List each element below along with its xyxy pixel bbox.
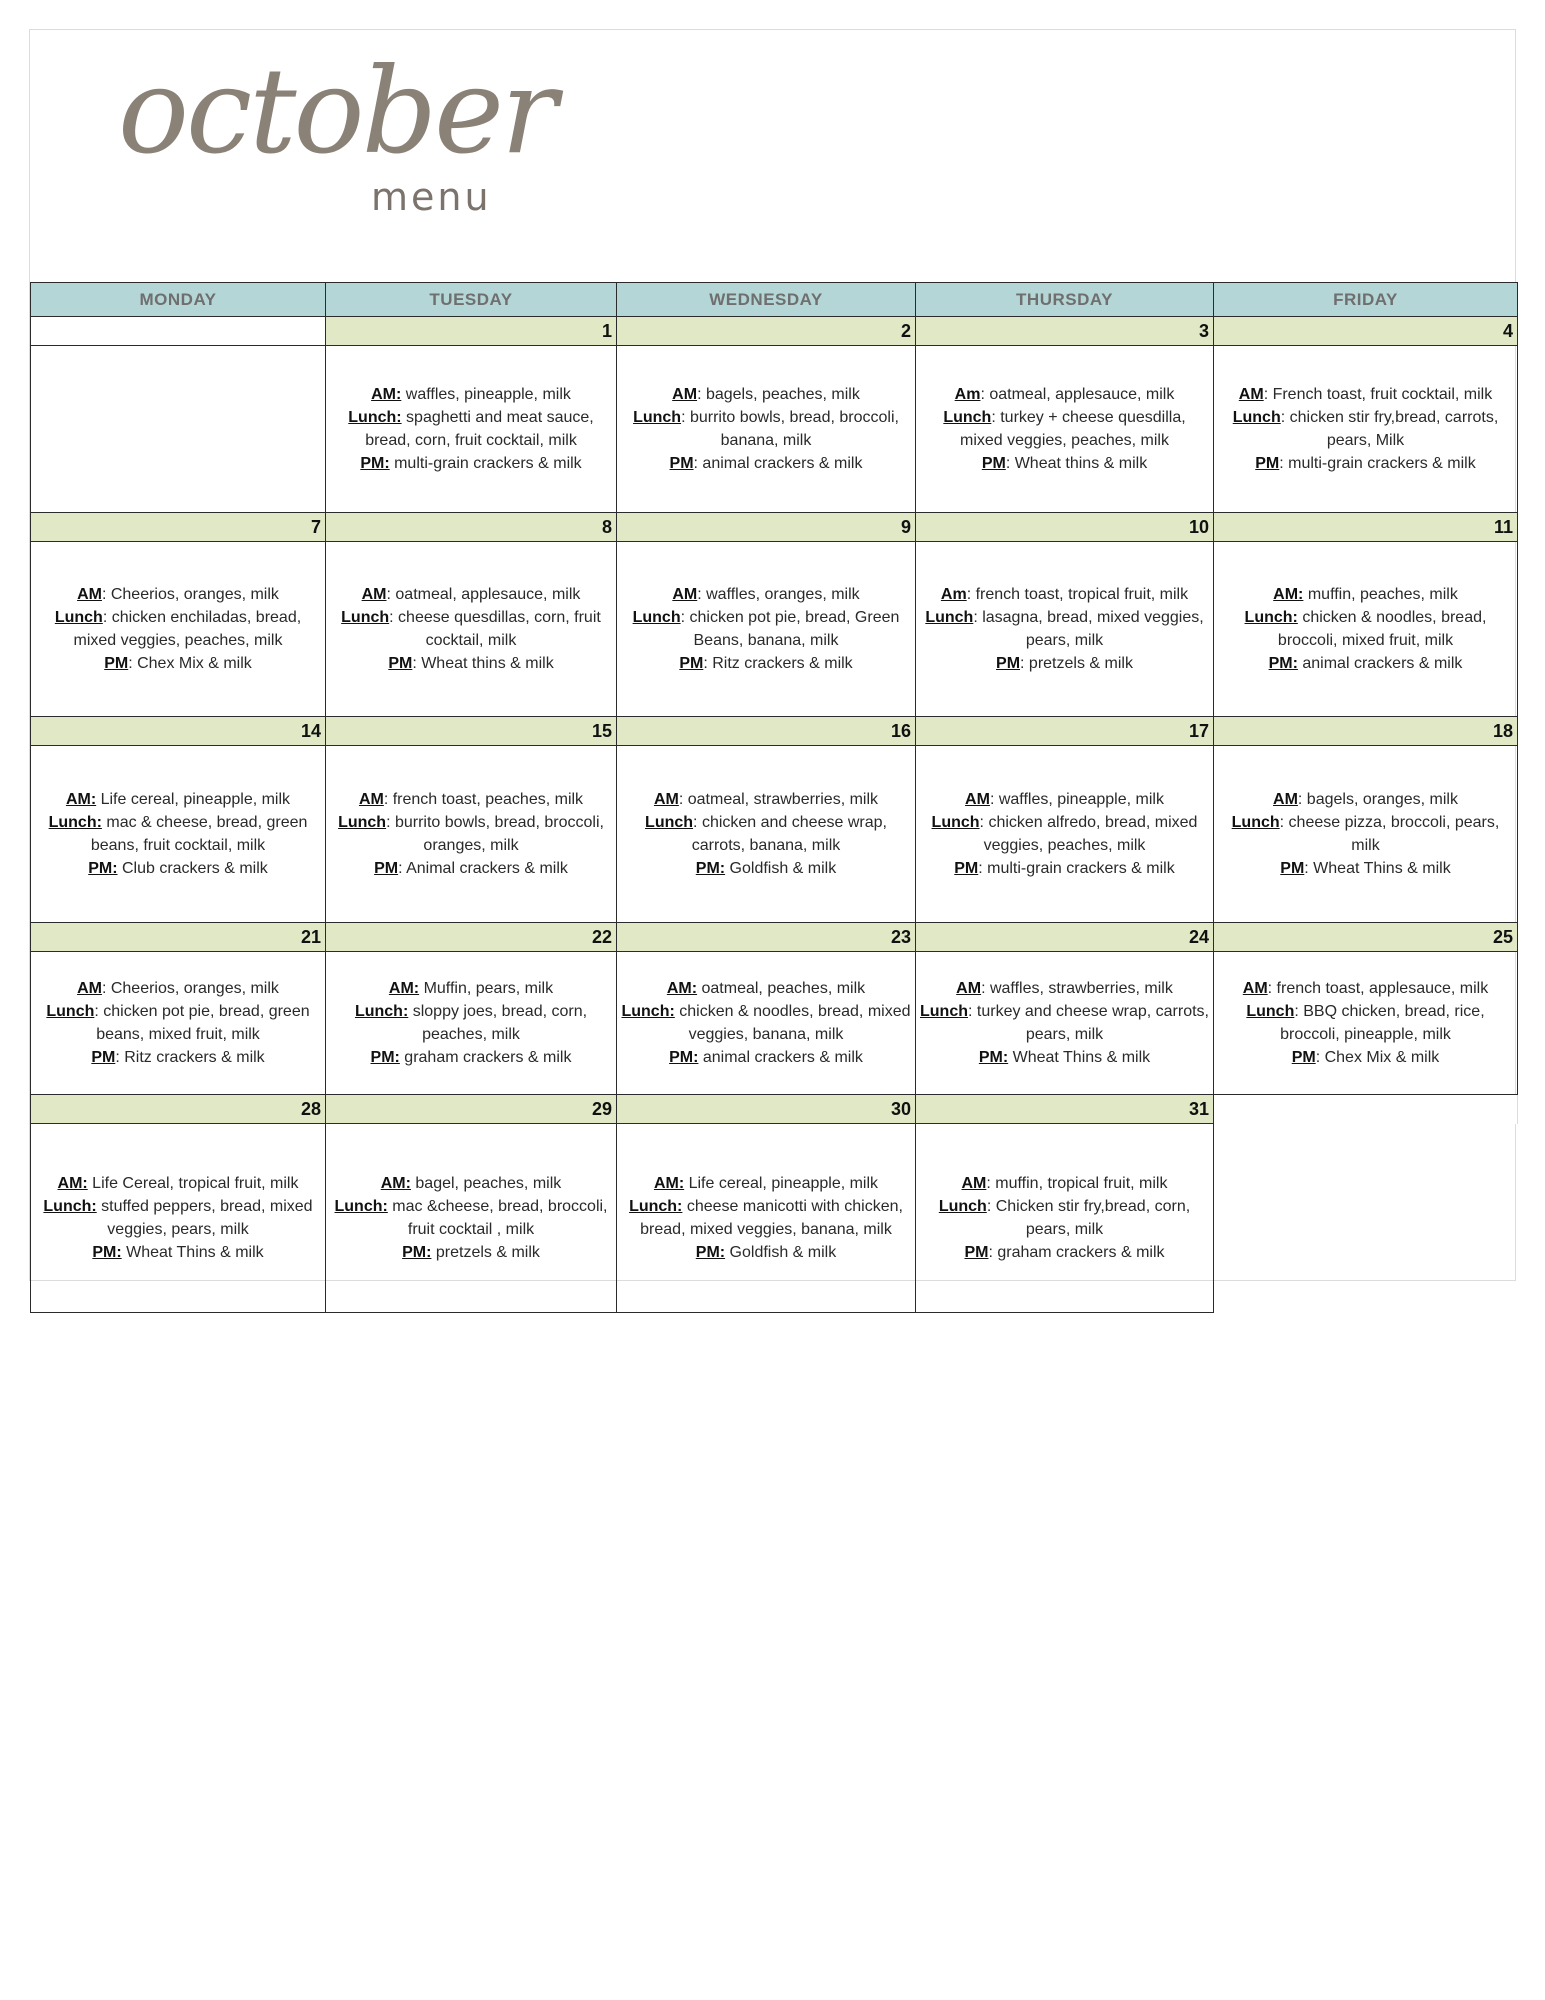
menu-day-cell [31, 542, 326, 717]
meal-line [330, 583, 612, 606]
meal-label: PM: [370, 1049, 400, 1066]
meal-line [35, 1172, 321, 1195]
meal-items: : animal crackers & milk [693, 455, 863, 472]
meal-items: animal crackers & milk [1297, 655, 1463, 672]
meal-items: : Wheat thins & milk [412, 655, 554, 672]
meal-label: AM [956, 980, 982, 997]
meal-items: Goldfish & milk [725, 1244, 837, 1261]
menu-day-cell [916, 1124, 1214, 1313]
meal-label: Lunch [54, 609, 103, 626]
meal-line [330, 1172, 612, 1195]
meal-line [1218, 811, 1513, 857]
meal-items: : oatmeal, applesauce, milk [980, 386, 1175, 403]
meal-label: Lunch [46, 1003, 95, 1020]
meal-label: PM [981, 455, 1006, 472]
meal-items: pretzels & milk [431, 1244, 540, 1261]
date-number: 30 [617, 1095, 916, 1124]
meal-line [35, 606, 321, 652]
meal-line [920, 1172, 1209, 1195]
date-number: 25 [1214, 923, 1518, 952]
meal-label: AM: [388, 980, 420, 997]
meal-label: AM [1273, 791, 1298, 808]
meal-label: PM: [88, 860, 118, 877]
menu-day-cell [326, 346, 617, 513]
date-number: 14 [31, 717, 326, 746]
meal-items: : chicken and cheese wrap, carrots, banana, milk [691, 814, 887, 854]
meal-line [1218, 652, 1513, 675]
meal-items: mac &cheese, bread, broccoli, fruit cocktail , milk [387, 1198, 608, 1238]
meal-label: PM [679, 655, 704, 672]
menu-day-cell [617, 542, 916, 717]
meal-line [35, 1046, 321, 1069]
meal-items: Muffin, pears, milk [419, 980, 554, 997]
meal-label: Lunch [925, 609, 974, 626]
meal-row [31, 1124, 1518, 1313]
menu-day-cell [326, 746, 617, 923]
meal-items: Life cereal, pineapple, milk [96, 791, 291, 808]
meal-line [621, 1195, 911, 1241]
meal-line [1218, 383, 1513, 406]
meal-line [621, 606, 911, 652]
meal-items: : Chex Mix & milk [128, 655, 252, 672]
date-number: 2 [617, 317, 916, 346]
menu-day-cell [617, 746, 916, 923]
meal-label: Lunch [938, 1198, 987, 1215]
meal-label: AM [672, 386, 698, 403]
weekday-tuesday: TUESDAY [326, 283, 617, 317]
meal-items: : Ritz crackers & milk [115, 1049, 265, 1066]
meal-line [1218, 857, 1513, 880]
meal-label: PM [669, 455, 694, 472]
meal-items: : french toast, peaches, milk [383, 791, 584, 808]
meal-line [330, 652, 612, 675]
meal-items: : waffles, pineapple, milk [989, 791, 1164, 808]
meal-items: : BBQ chicken, bread, rice, broccoli, pineapple, milk [1280, 1003, 1485, 1043]
meal-label: PM: [1268, 655, 1298, 672]
meal-items: Goldfish & milk [725, 860, 837, 877]
meal-label: Lunch [931, 814, 980, 831]
meal-line [621, 1046, 911, 1069]
meal-items: Life Cereal, tropical fruit, milk [87, 1175, 299, 1192]
menu-day-cell [617, 952, 916, 1095]
meal-items: Club crackers & milk [117, 860, 268, 877]
meal-label: PM: [402, 1244, 432, 1261]
menu-subtitle: menu [371, 175, 492, 219]
meal-line [621, 383, 911, 406]
menu-day-cell [31, 746, 326, 923]
meal-label: AM [358, 791, 384, 808]
meal-line [621, 811, 911, 857]
meal-label: PM [1255, 455, 1280, 472]
meal-line [621, 788, 911, 811]
meal-items: stuffed peppers, bread, mixed veggies, pears, milk [96, 1198, 313, 1238]
meal-label: AM [361, 586, 387, 603]
meal-line [330, 606, 612, 652]
meal-items: : turkey + cheese quesdilla, mixed veggies, peaches, milk [960, 409, 1186, 449]
meal-items: : Cheerios, oranges, milk [101, 980, 279, 997]
meal-items: Wheat Thins & milk [1008, 1049, 1151, 1066]
date-number: 31 [916, 1095, 1214, 1124]
weekday-thursday: THURSDAY [916, 283, 1214, 317]
meal-line [1218, 583, 1513, 606]
meal-items: : cheese quesdillas, corn, fruit cocktail, milk [389, 609, 601, 649]
meal-items: : french toast, applesauce, milk [1267, 980, 1489, 997]
menu-day-cell [916, 346, 1214, 513]
meal-items: : Ritz crackers & milk [703, 655, 853, 672]
weekday-wednesday: WEDNESDAY [617, 283, 916, 317]
meal-items: : chicken pot pie, bread, green beans, mixed fruit, milk [94, 1003, 310, 1043]
date-number: 23 [617, 923, 916, 952]
meal-label: Lunch: [1244, 609, 1298, 626]
meal-items: : Chicken stir fry,bread, corn, pears, milk [986, 1198, 1191, 1238]
meal-items: : Animal crackers & milk [398, 860, 568, 877]
meal-line [330, 857, 612, 880]
meal-items: chicken & noodles, bread, mixed veggies, banana, milk [674, 1003, 911, 1043]
meal-items: : multi-grain crackers & milk [1279, 455, 1476, 472]
meal-line [35, 788, 321, 811]
meal-label: PM [374, 860, 399, 877]
menu-day-cell [326, 542, 617, 717]
date-number: 29 [326, 1095, 617, 1124]
meal-label: AM: [371, 386, 402, 403]
meal-label: Lunch: [334, 1198, 388, 1215]
meal-items: : lasagna, bread, mixed veggies, pears, milk [973, 609, 1204, 649]
menu-day-cell [1214, 746, 1518, 923]
meal-label: Lunch [633, 409, 682, 426]
meal-label: Lunch [632, 609, 681, 626]
meal-line [920, 1000, 1209, 1046]
meal-label: PM [1280, 860, 1305, 877]
meal-items: : burrito bowls, bread, broccoli, oranges, milk [386, 814, 604, 854]
meal-line [920, 606, 1209, 652]
meal-items: : oatmeal, applesauce, milk [386, 586, 581, 603]
date-row [31, 513, 1518, 542]
meal-label: Lunch: [348, 409, 402, 426]
meal-items: muffin, peaches, milk [1303, 586, 1458, 603]
meal-line [920, 1241, 1209, 1264]
meal-label: Lunch [1246, 1003, 1295, 1020]
meal-line [920, 452, 1209, 475]
meal-label: Lunch: [354, 1003, 409, 1020]
empty-day-cell [1214, 1124, 1518, 1313]
meal-label: AM [965, 791, 990, 808]
weekday-friday: FRIDAY [1214, 283, 1518, 317]
meal-items: : Chex Mix & milk [1315, 1049, 1440, 1066]
meal-items: Wheat Thins & milk [121, 1244, 264, 1261]
meal-items: spaghetti and meat sauce, bread, corn, fruit cocktail, milk [365, 409, 594, 449]
meal-label: AM [672, 586, 698, 603]
meal-line [920, 788, 1209, 811]
meal-items: : Cheerios, oranges, milk [101, 586, 279, 603]
meal-items: : Wheat Thins & milk [1304, 860, 1451, 877]
date-number: 15 [326, 717, 617, 746]
meal-line [920, 811, 1209, 857]
meal-items: : Wheat thins & milk [1005, 455, 1148, 472]
meal-items: : chicken stir fry,bread, carrots, pears, Milk [1280, 409, 1499, 449]
meal-items: animal crackers & milk [698, 1049, 863, 1066]
date-number: 18 [1214, 717, 1518, 746]
meal-line [1218, 452, 1513, 475]
meal-items: graham crackers & milk [399, 1049, 572, 1066]
meal-line [621, 452, 911, 475]
meal-items: cheese manicotti with chicken, bread, mixed veggies, banana, milk [640, 1198, 903, 1238]
meal-label: PM [964, 1244, 989, 1261]
menu-day-cell [326, 952, 617, 1095]
date-row [31, 1095, 1518, 1124]
meal-line [1218, 606, 1513, 652]
meal-items: : waffles, strawberries, milk [981, 980, 1173, 997]
meal-line [920, 1046, 1209, 1069]
menu-day-cell [1214, 346, 1518, 513]
meal-line [1218, 977, 1513, 1000]
meal-label: PM [1291, 1049, 1316, 1066]
date-number: 24 [916, 923, 1214, 952]
meal-label: AM: [653, 1175, 685, 1192]
meal-line [330, 1000, 612, 1046]
meal-label: Lunch: [629, 1198, 683, 1215]
meal-label: PM [954, 860, 979, 877]
weekday-monday: MONDAY [31, 283, 326, 317]
meal-items: : graham crackers & milk [988, 1244, 1165, 1261]
meal-line [621, 1000, 911, 1046]
meal-label: Lunch: [48, 814, 102, 831]
meal-items: : waffles, oranges, milk [697, 586, 860, 603]
meal-row [31, 346, 1518, 513]
meal-line [35, 857, 321, 880]
date-number: 28 [31, 1095, 326, 1124]
meal-label: Lunch: [621, 1003, 675, 1020]
meal-label: Lunch: [43, 1198, 97, 1215]
meal-line [621, 583, 911, 606]
meal-items: : cheese pizza, broccoli, pears, milk [1279, 814, 1500, 854]
meal-line [330, 1046, 612, 1069]
meal-line [1218, 406, 1513, 452]
meal-items: : bagels, oranges, milk [1297, 791, 1458, 808]
meal-label: AM: [1273, 586, 1304, 603]
meal-label: PM: [695, 860, 726, 877]
meal-line [35, 811, 321, 857]
menu-day-cell [916, 746, 1214, 923]
menu-page [29, 29, 1516, 1281]
date-number: 21 [31, 923, 326, 952]
meal-line [621, 1241, 911, 1264]
meal-label: PM: [978, 1049, 1009, 1066]
meal-label: AM: [380, 1175, 411, 1192]
meal-line [1218, 1046, 1513, 1069]
meal-items: : chicken enchiladas, bread, mixed veggies, peaches, milk [73, 609, 302, 649]
meal-line [920, 583, 1209, 606]
calendar-grid [30, 282, 1518, 1313]
date-number: 22 [326, 923, 617, 952]
meal-line [920, 383, 1209, 406]
meal-line [920, 1195, 1209, 1241]
meal-line [330, 406, 612, 452]
meal-label: AM: [57, 1175, 88, 1192]
meal-label: PM: [695, 1244, 726, 1261]
meal-label: Lunch [338, 814, 387, 831]
date-number: 16 [617, 717, 916, 746]
meal-line [920, 406, 1209, 452]
meal-row [31, 542, 1518, 717]
meal-line [35, 1195, 321, 1241]
date-number: 8 [326, 513, 617, 542]
meal-label: AM [77, 586, 102, 603]
menu-day-cell [31, 952, 326, 1095]
menu-day-cell [326, 1124, 617, 1313]
meal-line [35, 977, 321, 1000]
meal-label: PM: [92, 1244, 122, 1261]
meal-label: PM [91, 1049, 116, 1066]
meal-line [330, 1195, 612, 1241]
meal-label: PM: [669, 1049, 699, 1066]
meal-label: AM [653, 791, 679, 808]
date-number: 17 [916, 717, 1214, 746]
meal-label: Lunch [920, 1003, 968, 1020]
date-number: 11 [1214, 513, 1518, 542]
meal-items: : burrito bowls, bread, broccoli, banana, milk [681, 409, 899, 449]
meal-line [621, 857, 911, 880]
meal-label: PM: [360, 455, 390, 472]
meal-line [1218, 1000, 1513, 1046]
meal-line [621, 977, 911, 1000]
date-row [31, 717, 1518, 746]
meal-label: Lunch [1232, 409, 1281, 426]
meal-row [31, 746, 1518, 923]
meal-items: : French toast, fruit cocktail, milk [1263, 386, 1493, 403]
meal-items: : pretzels & milk [1020, 655, 1133, 672]
meal-label: AM [1238, 386, 1264, 403]
date-number: 7 [31, 513, 326, 542]
meal-label: AM: [65, 791, 97, 808]
meal-line [920, 857, 1209, 880]
meal-items: oatmeal, peaches, milk [697, 980, 866, 997]
meal-line [330, 788, 612, 811]
meal-label: AM [1242, 980, 1268, 997]
empty-day-cell [31, 346, 326, 513]
date-row [31, 923, 1518, 952]
date-number: 1 [326, 317, 617, 346]
meal-line [920, 652, 1209, 675]
date-number: 9 [617, 513, 916, 542]
date-number: 3 [916, 317, 1214, 346]
meal-items: waffles, pineapple, milk [401, 386, 571, 403]
meal-label: Lunch [1231, 814, 1280, 831]
meal-items: Life cereal, pineapple, milk [684, 1175, 879, 1192]
meal-items: multi-grain crackers & milk [389, 455, 582, 472]
meal-line [330, 977, 612, 1000]
meal-label: Lunch [943, 409, 992, 426]
meal-line [1218, 788, 1513, 811]
meal-line [35, 1000, 321, 1046]
meal-label: Am [954, 386, 981, 403]
meal-items: sloppy joes, bread, corn, peaches, milk [408, 1003, 588, 1043]
meal-line [330, 811, 612, 857]
meal-line [330, 452, 612, 475]
meal-items: : chicken pot pie, bread, Green Beans, banana, milk [680, 609, 900, 649]
meal-row [31, 952, 1518, 1095]
meal-line [920, 977, 1209, 1000]
meal-label: Am [940, 586, 967, 603]
date-number: 4 [1214, 317, 1518, 346]
menu-day-cell [617, 346, 916, 513]
meal-label: AM: [666, 980, 698, 997]
menu-day-cell [31, 1124, 326, 1313]
meal-line [330, 1241, 612, 1264]
date-row [31, 317, 1518, 346]
empty-date [31, 317, 326, 346]
meal-items: : french toast, tropical fruit, milk [966, 586, 1189, 603]
meal-line [35, 1241, 321, 1264]
meal-items: : oatmeal, strawberries, milk [678, 791, 879, 808]
meal-items: chicken & noodles, bread, broccoli, mixed fruit, milk [1277, 609, 1487, 649]
empty-date [1214, 1095, 1518, 1124]
meal-line [35, 652, 321, 675]
meal-line [621, 652, 911, 675]
meal-label: Lunch [341, 609, 390, 626]
meal-label: AM [77, 980, 102, 997]
meal-label: AM [961, 1175, 987, 1192]
meal-line [35, 583, 321, 606]
menu-day-cell [1214, 952, 1518, 1095]
meal-label: PM [388, 655, 413, 672]
meal-items: : multi-grain crackers & milk [978, 860, 1175, 877]
meal-label: PM [104, 655, 129, 672]
meal-items: : bagels, peaches, milk [697, 386, 860, 403]
menu-day-cell [916, 542, 1214, 717]
menu-day-cell [916, 952, 1214, 1095]
weeks-body [31, 317, 1518, 1313]
meal-label: PM [996, 655, 1021, 672]
month-script-title: october [118, 42, 555, 180]
meal-items: : chicken alfredo, bread, mixed veggies, peaches, milk [979, 814, 1198, 854]
meal-line [621, 1172, 911, 1195]
meal-items: bagel, peaches, milk [410, 1175, 562, 1192]
meal-items: : muffin, tropical fruit, milk [986, 1175, 1168, 1192]
weekday-header-row [31, 283, 1518, 317]
meal-items: : turkey and cheese wrap, carrots, pears, milk [968, 1003, 1209, 1043]
menu-day-cell [1214, 542, 1518, 717]
meal-line [621, 406, 911, 452]
menu-day-cell [617, 1124, 916, 1313]
meal-label: Lunch [645, 814, 694, 831]
page-header [30, 30, 1515, 282]
meal-items: mac & cheese, bread, green beans, fruit cocktail, milk [90, 814, 308, 854]
date-number: 10 [916, 513, 1214, 542]
meal-line [330, 383, 612, 406]
